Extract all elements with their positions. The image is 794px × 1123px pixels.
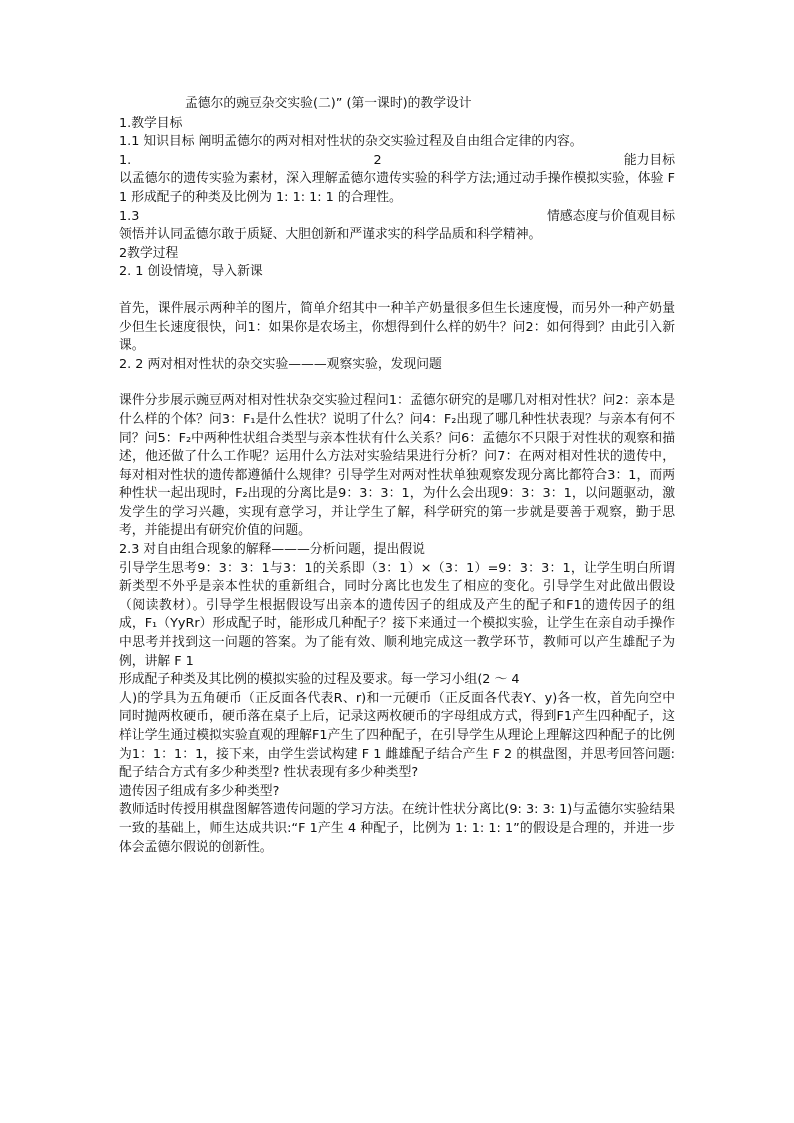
section-1-3-emotion-goal-text: 领悟并认同孟德尔敢于质疑、大胆创新和严谨求实的科学品质和科学精神。	[119, 227, 542, 243]
section-1-3-title: 情感态度与价值观目标	[547, 208, 675, 224]
section-1-3-heading-row	[119, 208, 675, 227]
section-2-3-body-part-e: 教师适时传授用棋盘图解答遗传问题的学习方法。在统计性状分离比(9: 3: 3: 1)与孟德尔实验结果一致的基础上，师生达成共识:“F 1产生 4 种配子，比例为 1: 1: 1: 1”的假设是合理的，并进一步体会孟德尔假说的创新性。	[119, 802, 675, 855]
section-2-3-body-line-b: 形成配子种类及其比例的模拟实验的过程及要求。每一学习小组(2 ～ 4	[119, 672, 520, 688]
section-2-3-body-part-c: 人)的学具为五角硬币（正反面各代表R、r)和一元硬币（正反面各代表Y、y)各一枚，首先向空中同时抛两枚硬币，硬币落在桌子上后，记录这两枚硬币的字母组成方式，得到F1产生四种配子，这样让学生通过模拟实验直观的理解F1产生了四种配子，在引导学生从理论上理解这四种配子的比例为1：1：1：1，接下来，由学生尝试构建 F 1 雌雄配子结合产生 F 2 的棋盘图，并思考回答问题:配子结合方式有多少种类型? 性状表现有多少种类型?	[119, 690, 675, 781]
section-2-1-heading: 2. 1 创设情境，导入新课	[119, 264, 263, 280]
section-1-heading: 1.教学目标	[119, 115, 183, 131]
section-1-2-number-left: 1.	[119, 152, 132, 168]
section-1-2-number-mid: 2	[373, 152, 382, 168]
document-title: 孟德尔的豌豆杂交实验(二)” (第一课时)的教学设计	[185, 96, 472, 111]
section-2-1-spacer	[119, 282, 675, 300]
section-1-2-title: 能力目标	[623, 152, 675, 168]
section-2-3-body-line-d: 遗传因子组成有多少种类型?	[119, 783, 280, 799]
section-1-1-knowledge-goal: 1.1 知识目标 阐明孟德尔的两对相对性状的杂交实验过程及自由组合定律的内容。	[119, 134, 583, 150]
document-body	[119, 95, 675, 857]
section-2-3-heading: 2.3 对自由组合现象的解释———分析问题，提出假说	[119, 542, 425, 558]
section-1-2-heading-row	[119, 152, 675, 171]
section-2-2-heading: 2. 2 两对相对性状的杂交实验———观察实验，发现问题	[119, 356, 442, 372]
section-2-heading: 2教学过程	[119, 245, 179, 261]
section-2-2-body: 课件分步展示豌豆两对相对性状杂交实验过程问1：孟德尔研究的是哪几对相对性状？问2：亲本是什么样的个体？问3：F₁是什么性状？说明了什么？问4：F₂出现了哪几种性状表现？与亲本有何不同？问5：F₂中两种性状组合类型与亲本性状有什么关系？问6：孟德尔不只限于对性状的观察和描述，他还做了什么工作呢？运用什么方法对实验结果进行分析？问7：在两对相对性状的遗传中，每对相对性状的遗传都遵循什么规律？引导学生对两对性状单独观察发现分离比都符合3：1，而两种性状一起出现时，F₂出现的分离比是9：3：3：1，为什么会出现9：3：3：1，以问题驱动，激发学生的学习兴趣，实现有意学习，并让学生了解，科学研究的第一步就是要善于观察，勤于思考，并能提出有研究价值的问题。	[119, 393, 675, 539]
section-2-2-spacer	[119, 374, 675, 392]
section-1-3-number: 1.3	[119, 208, 140, 224]
section-2-3-body-part-a: 引导学生思考9：3：3：1与3：1的关系即（3：1）×（3：1）=9：3：3：1，让学生明白所谓新类型不外乎是亲本性状的重新组合，同时分离比也发生了相应的变化。引导学生对此做出假设（阅读教材）。引导学生根据假设写出亲本的遗传因子的组成及产生的配子和F1的遗传因子的组成，F₁（YyRr）形成配子时，能形成几种配子？接下来通过一个模拟实验，让学生在亲自动手操作中思考并找到这一问题的答案。为了能有效、顺利地完成这一教学环节，教师可以产生雄配子为例，讲解 F 1	[119, 560, 675, 669]
section-2-1-body: 首先，课件展示两种羊的图片，简单介绍其中一种羊产奶量很多但生长速度慢，而另外一种产奶量少但生长速度很快，问1：如果你是农场主，你想得到什么样的奶牛？问2：如何得到？由此引入新课。	[119, 300, 675, 354]
section-1-2-ability-goal-text: 以孟德尔的遗传实验为素材，深入理解孟德尔遗传实验的科学方法;通过动手操作模拟实验，体验 F 1 形成配子的种类及比例为 1: 1: 1: 1 的合理性。	[119, 171, 675, 205]
